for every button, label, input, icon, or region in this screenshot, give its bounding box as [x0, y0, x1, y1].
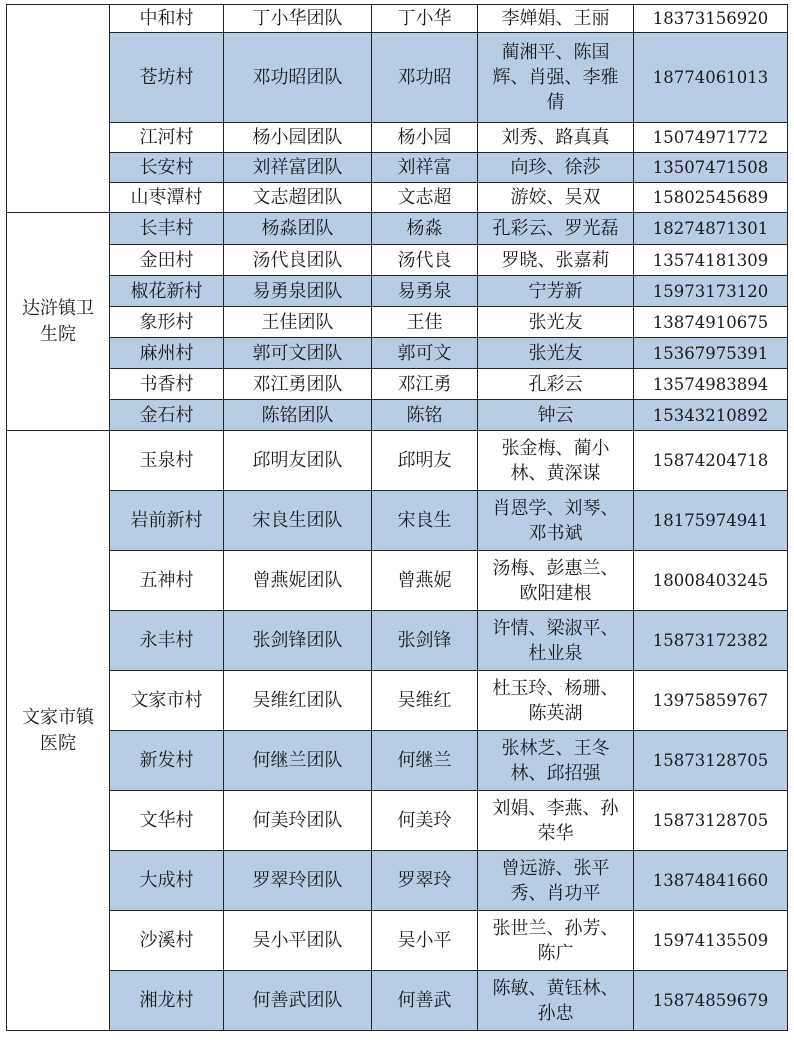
member-line: 杜玉玲、杨珊、 — [492, 677, 619, 699]
members-cell — [478, 491, 634, 551]
member-line: 罗晓、张嘉莉 — [501, 249, 610, 271]
leader-cell: 吴维红 — [372, 671, 478, 731]
phone-cell: 15802545689 — [634, 183, 788, 213]
member-line: 刘娟、李燕、孙 — [492, 797, 619, 819]
member-line: 张光友 — [528, 342, 583, 364]
team-cell: 陈铭团队 — [224, 400, 372, 431]
village-cell: 岩前新村 — [110, 491, 224, 551]
table-row — [7, 213, 788, 245]
members-cell — [478, 307, 634, 338]
member-line: 林、黄深谋 — [510, 462, 601, 484]
members-cell — [478, 971, 634, 1031]
members-cell — [478, 276, 634, 307]
team-cell: 曾燕妮团队 — [224, 551, 372, 611]
phone-cell: 13874910675 — [634, 307, 788, 338]
table-row — [7, 671, 788, 731]
phone-cell: 15343210892 — [634, 400, 788, 431]
table-row — [7, 5, 788, 33]
members-cell — [478, 551, 634, 611]
leader-cell: 何善武 — [372, 971, 478, 1031]
phone-cell: 15873128705 — [634, 791, 788, 851]
village-cell: 沙溪村 — [110, 911, 224, 971]
member-line: 张林芝、王冬 — [501, 737, 610, 759]
member-line: 张金梅、蔺小 — [501, 437, 610, 459]
member-line: 陈敏、黄钰林、 — [492, 977, 619, 999]
team-cell: 邓功昭团队 — [224, 33, 372, 123]
village-cell: 新发村 — [110, 731, 224, 791]
member-line: 杜业泉 — [528, 642, 583, 664]
members-cell — [478, 400, 634, 431]
members-cell — [478, 731, 634, 791]
leader-cell: 何继兰 — [372, 731, 478, 791]
team-cell: 郭可文团队 — [224, 338, 372, 369]
member-line: 倩 — [546, 92, 565, 113]
village-cell: 椒花新村 — [110, 276, 224, 307]
team-cell: 文志超团队 — [224, 183, 372, 213]
village-cell: 长安村 — [110, 153, 224, 183]
village-cell: 大成村 — [110, 851, 224, 911]
team-cell: 何继兰团队 — [224, 731, 372, 791]
village-cell: 象形村 — [110, 307, 224, 338]
member-line: 辉、肖强、李雅 — [492, 67, 619, 88]
member-line: 李婵娟、王丽 — [501, 8, 610, 29]
village-cell: 金田村 — [110, 245, 224, 276]
village-cell: 苍坊村 — [110, 33, 224, 123]
team-cell: 吴小平团队 — [224, 911, 372, 971]
village-cell: 文华村 — [110, 791, 224, 851]
village-cell: 长丰村 — [110, 213, 224, 245]
member-line: 孔彩云、罗光磊 — [492, 218, 619, 239]
leader-cell: 何美玲 — [372, 791, 478, 851]
phone-cell: 13975859767 — [634, 671, 788, 731]
team-cell: 宋良生团队 — [224, 491, 372, 551]
member-line: 汤梅、彭惠兰、 — [492, 557, 619, 579]
hospital-cell: 文家市镇医院 — [7, 431, 110, 1031]
phone-cell: 15074971772 — [634, 123, 788, 153]
members-cell — [478, 153, 634, 183]
leader-cell: 易勇泉 — [372, 276, 478, 307]
team-cell: 罗翠玲团队 — [224, 851, 372, 911]
phone-cell: 15873128705 — [634, 731, 788, 791]
table-row — [7, 245, 788, 276]
member-line: 向珍、徐莎 — [510, 157, 601, 178]
members-cell — [478, 671, 634, 731]
leader-cell: 杨淼 — [372, 213, 478, 245]
table-row — [7, 851, 788, 911]
member-line: 林、邱招强 — [510, 762, 601, 784]
members-cell — [478, 123, 634, 153]
table-row — [7, 276, 788, 307]
members-cell — [478, 213, 634, 245]
team-cell: 吴维红团队 — [224, 671, 372, 731]
village-cell: 湘龙村 — [110, 971, 224, 1031]
leader-cell: 曾燕妮 — [372, 551, 478, 611]
team-cell: 何善武团队 — [224, 971, 372, 1031]
members-cell — [478, 183, 634, 213]
team-cell: 邓江勇团队 — [224, 369, 372, 400]
village-cell: 麻州村 — [110, 338, 224, 369]
leader-cell: 王佳 — [372, 307, 478, 338]
team-cell: 汤代良团队 — [224, 245, 372, 276]
table-row — [7, 183, 788, 213]
member-line: 曾远游、张平 — [501, 857, 610, 879]
phone-cell: 15974135509 — [634, 911, 788, 971]
members-cell — [478, 369, 634, 400]
phone-cell: 18008403245 — [634, 551, 788, 611]
member-line: 孔彩云 — [528, 373, 583, 395]
doctor-team-table — [6, 4, 788, 1031]
team-cell: 何美玲团队 — [224, 791, 372, 851]
team-cell: 丁小华团队 — [224, 5, 372, 33]
table-row — [7, 338, 788, 369]
team-cell: 易勇泉团队 — [224, 276, 372, 307]
member-line: 刘秀、路真真 — [501, 127, 610, 148]
phone-cell: 13507471508 — [634, 153, 788, 183]
phone-cell: 13574983894 — [634, 369, 788, 400]
team-cell: 刘祥富团队 — [224, 153, 372, 183]
leader-cell: 文志超 — [372, 183, 478, 213]
members-cell — [478, 851, 634, 911]
village-cell: 文家市村 — [110, 671, 224, 731]
leader-cell: 丁小华 — [372, 5, 478, 33]
table-row — [7, 123, 788, 153]
village-cell: 山枣潭村 — [110, 183, 224, 213]
member-line: 许情、梁淑平、 — [492, 617, 619, 639]
village-cell: 永丰村 — [110, 611, 224, 671]
member-line: 邓书斌 — [528, 522, 583, 544]
table-row — [7, 911, 788, 971]
phone-cell: 15973173120 — [634, 276, 788, 307]
member-line: 孙忠 — [537, 1002, 574, 1024]
member-line: 张光友 — [528, 311, 583, 333]
members-cell — [478, 5, 634, 33]
member-line: 钟云 — [537, 404, 574, 426]
leader-cell: 邓功昭 — [372, 33, 478, 123]
table-row — [7, 611, 788, 671]
team-cell: 杨淼团队 — [224, 213, 372, 245]
member-line: 游姣、吴双 — [510, 187, 601, 208]
phone-cell: 18774061013 — [634, 33, 788, 123]
member-line: 肖恩学、刘琴、 — [492, 497, 619, 519]
hospital-cell — [7, 5, 110, 213]
phone-cell: 15874204718 — [634, 431, 788, 491]
members-cell — [478, 245, 634, 276]
table-row — [7, 731, 788, 791]
table-row — [7, 791, 788, 851]
table-row — [7, 33, 788, 123]
phone-cell: 15873172382 — [634, 611, 788, 671]
member-line: 荣华 — [537, 822, 574, 844]
phone-cell: 18175974941 — [634, 491, 788, 551]
leader-cell: 邓江勇 — [372, 369, 478, 400]
leader-cell: 张剑锋 — [372, 611, 478, 671]
leader-cell: 罗翠玲 — [372, 851, 478, 911]
team-cell: 张剑锋团队 — [224, 611, 372, 671]
leader-cell: 郭可文 — [372, 338, 478, 369]
member-line: 陈广 — [537, 942, 574, 964]
leader-cell: 邱明友 — [372, 431, 478, 491]
table-row — [7, 153, 788, 183]
leader-cell: 宋良生 — [372, 491, 478, 551]
table-body — [7, 5, 788, 1031]
phone-cell: 13874841660 — [634, 851, 788, 911]
table-row — [7, 369, 788, 400]
leader-cell: 吴小平 — [372, 911, 478, 971]
phone-cell: 13574181309 — [634, 245, 788, 276]
team-cell: 邱明友团队 — [224, 431, 372, 491]
table-row — [7, 491, 788, 551]
members-cell — [478, 33, 634, 123]
phone-cell: 15874859679 — [634, 971, 788, 1031]
village-cell: 五神村 — [110, 551, 224, 611]
members-cell — [478, 338, 634, 369]
members-cell — [478, 611, 634, 671]
member-line: 宁芳新 — [528, 280, 583, 302]
member-line: 陈英湖 — [528, 702, 583, 724]
village-cell: 金石村 — [110, 400, 224, 431]
leader-cell: 汤代良 — [372, 245, 478, 276]
table-row — [7, 400, 788, 431]
table-row — [7, 551, 788, 611]
members-cell — [478, 911, 634, 971]
table-row — [7, 431, 788, 491]
member-line: 张世兰、孙芳、 — [492, 917, 619, 939]
village-cell: 中和村 — [110, 5, 224, 33]
village-cell: 江河村 — [110, 123, 224, 153]
village-cell: 玉泉村 — [110, 431, 224, 491]
table-row — [7, 307, 788, 338]
members-cell — [478, 791, 634, 851]
team-cell: 杨小园团队 — [224, 123, 372, 153]
phone-cell: 15367975391 — [634, 338, 788, 369]
members-cell — [478, 431, 634, 491]
member-line: 欧阳建根 — [519, 582, 592, 604]
table-row — [7, 971, 788, 1031]
village-cell: 书香村 — [110, 369, 224, 400]
team-cell: 王佳团队 — [224, 307, 372, 338]
member-line: 秀、肖功平 — [510, 882, 601, 904]
leader-cell: 陈铭 — [372, 400, 478, 431]
hospital-cell: 达浒镇卫生院 — [7, 213, 110, 431]
leader-cell: 杨小园 — [372, 123, 478, 153]
member-line: 蔺湘平、陈国 — [501, 42, 610, 63]
phone-cell: 18274871301 — [634, 213, 788, 245]
phone-cell: 18373156920 — [634, 5, 788, 33]
leader-cell: 刘祥富 — [372, 153, 478, 183]
